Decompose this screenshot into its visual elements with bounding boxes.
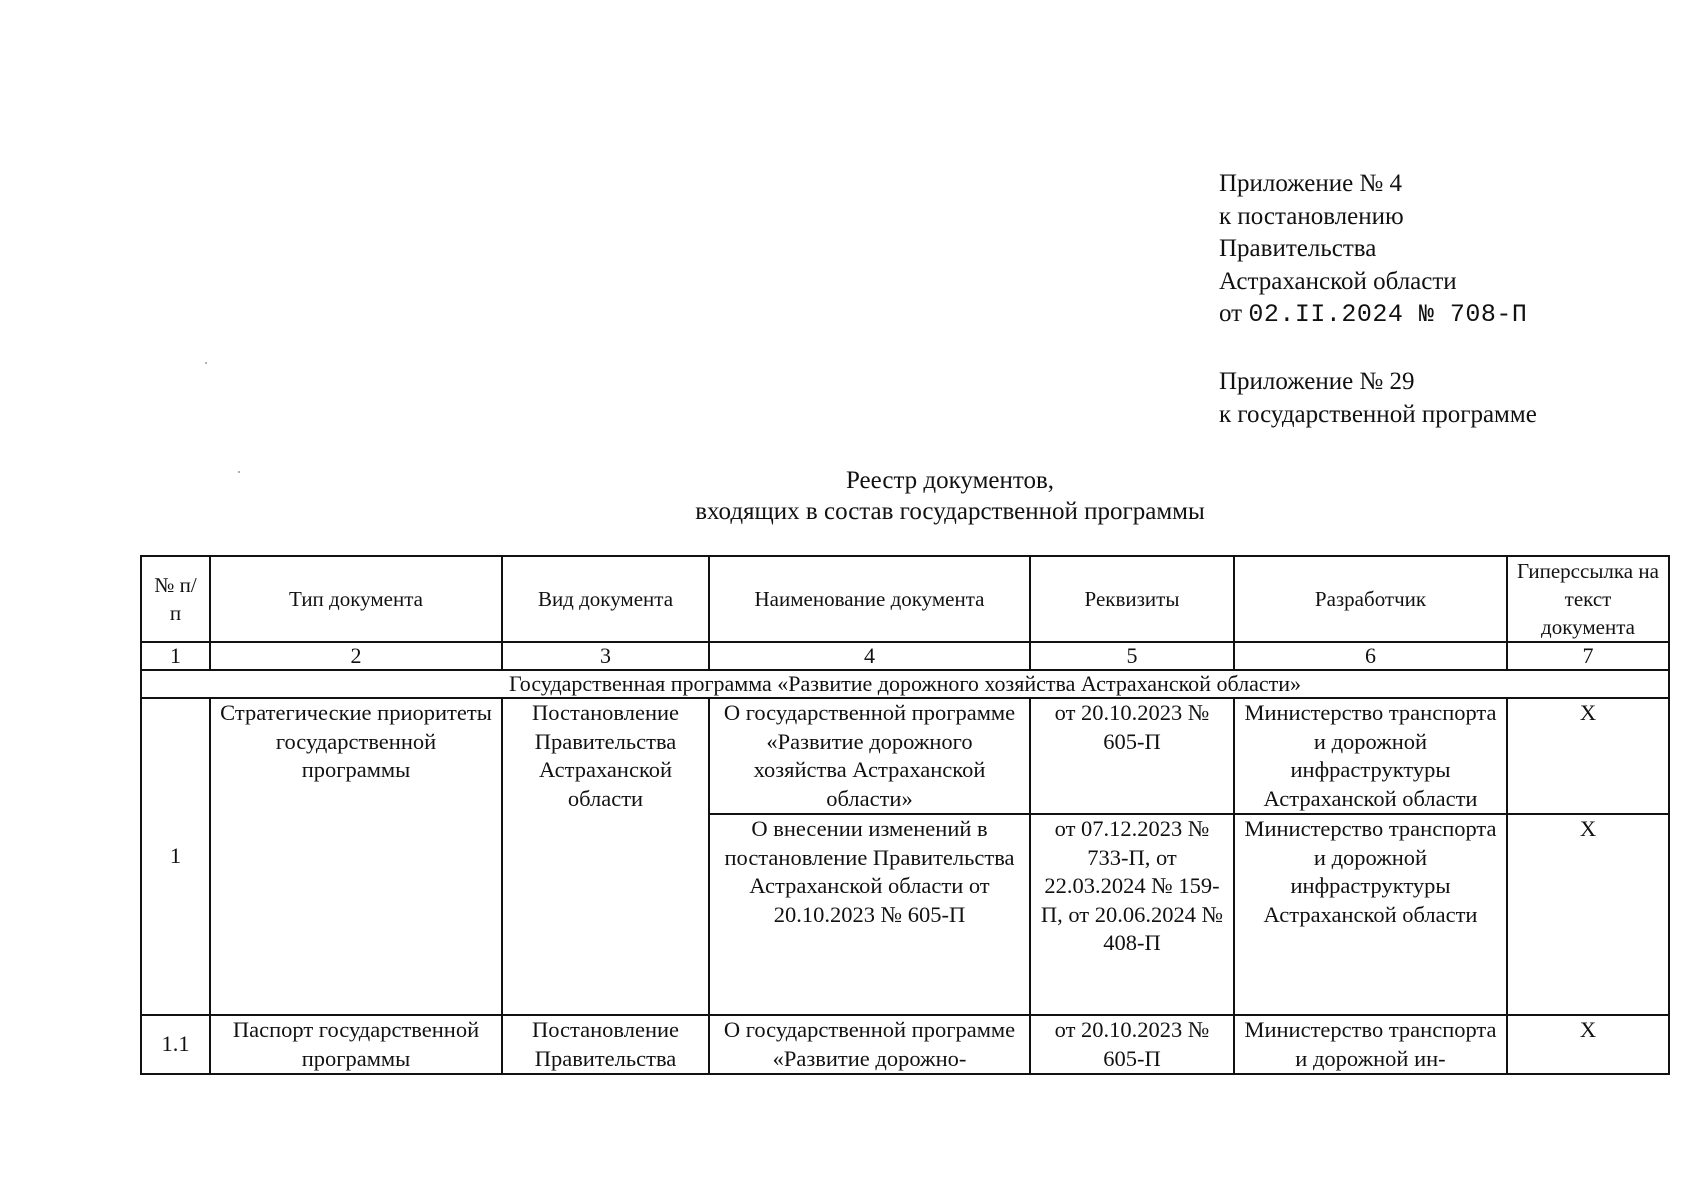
appendix-line: к государственной программе (1219, 400, 1537, 428)
appendix-line: Приложение № 4 (1219, 170, 1403, 197)
date-prefix: от (1219, 300, 1243, 327)
table-row (141, 1015, 1669, 1074)
appendix-date-line (1219, 298, 1527, 332)
column-number: 2 (210, 642, 502, 670)
document-requisites: от 20.10.2023 № 605-П (1030, 1015, 1234, 1074)
program-appendix-header (1219, 366, 1537, 431)
document-type: Паспорт государственной программы (210, 1015, 502, 1074)
column-number: 1 (141, 642, 210, 670)
appendix-line: к постановлению (1219, 202, 1404, 230)
document-developer: Министерство транспорта и дорожной ин- (1234, 1015, 1507, 1074)
column-number: 4 (709, 642, 1030, 670)
document-name: О государственной программе «Развитие дорожно- (709, 1015, 1030, 1074)
document-link: X (1507, 1015, 1669, 1074)
column-number: 6 (1234, 642, 1507, 670)
document-kind: Постановление Правительства (502, 1015, 709, 1074)
title-line-2: входящих в состав государственной программы (695, 498, 1205, 525)
document-link: X (1507, 698, 1669, 814)
appendix-line: Астраханской области (1219, 267, 1457, 295)
document-kind: Постановление Правительства Астраханской области (502, 698, 709, 1015)
document-developer: Министерство транспорта и дорожной инфраструктуры Астраханской области (1234, 814, 1507, 1015)
header-cell: Наименование документа (709, 556, 1030, 642)
program-name-row (141, 670, 1669, 698)
scan-speck (238, 471, 240, 473)
row-number: 1 (141, 698, 210, 1015)
header-cell: Тип документа (210, 556, 502, 642)
document-title (350, 465, 1550, 527)
column-number: 5 (1030, 642, 1234, 670)
document-name: О внесении изменений в постановление Правительства Астраханской области от 20.10.2023 № 605-П (709, 814, 1030, 1015)
documents-registry-table (140, 555, 1670, 1075)
column-number: 7 (1507, 642, 1669, 670)
header-cell: Реквизиты (1030, 556, 1234, 642)
header-cell: Гиперссылка на текст документа (1507, 556, 1669, 642)
header-cell: Разработчик (1234, 556, 1507, 642)
title-line-1: Реестр документов, (845, 467, 1055, 494)
table-row (141, 698, 1669, 814)
appendix-line: Правительства (1219, 235, 1377, 262)
document-link: X (1507, 814, 1669, 1015)
appendix-header (1219, 168, 1527, 332)
date-stamp: 02.II.2024 № 708-П (1248, 300, 1528, 329)
header-cell: Вид документа (502, 556, 709, 642)
program-name: Государственная программа «Развитие дорожного хозяйства Астраханской области» (141, 670, 1669, 698)
document-developer: Министерство транспорта и дорожной инфраструктуры Астраханской области (1234, 698, 1507, 814)
document-name: О государственной программе «Развитие дорожного хозяйства Астраханской области» (709, 698, 1030, 814)
document-requisites: от 20.10.2023 № 605-П (1030, 698, 1234, 814)
document-requisites: от 07.12.2023 № 733-П, от 22.03.2024 № 159-П, от 20.06.2024 № 408-П (1030, 814, 1234, 1015)
document-type: Стратегические приоритеты государственной программы (210, 698, 502, 1015)
header-cell: № п/п (141, 556, 210, 642)
column-number: 3 (502, 642, 709, 670)
appendix-line: Приложение № 29 (1219, 368, 1415, 395)
scan-speck (205, 362, 207, 364)
column-number-row (141, 642, 1669, 670)
row-number: 1.1 (141, 1015, 210, 1074)
table-header-row (141, 556, 1669, 642)
